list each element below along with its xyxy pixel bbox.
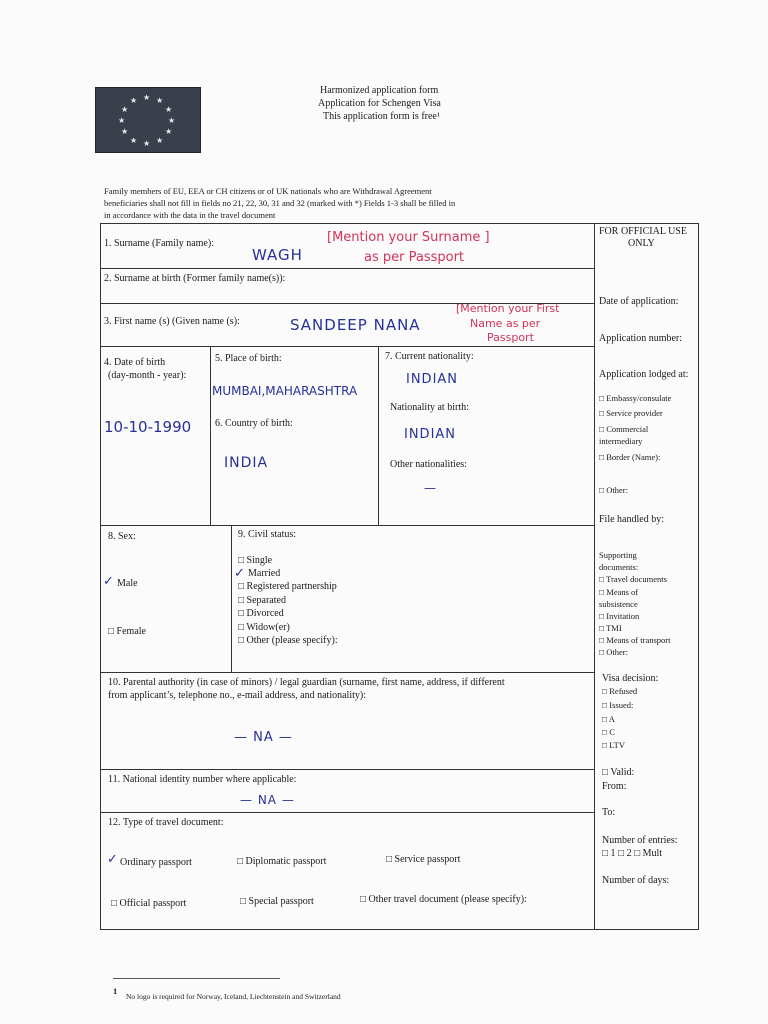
- married-option[interactable]: Married: [248, 568, 281, 579]
- official-use-only: ONLY: [628, 238, 655, 249]
- number-of-days-label: Number of days:: [602, 875, 670, 886]
- date-of-application-label: Date of application:: [599, 296, 679, 307]
- commercial-option: □ Commercial: [599, 424, 649, 434]
- parental-authority-label-1: 10. Parental authority (in case of minors) / legal guardian (surname, first name, address, if different: [108, 677, 505, 688]
- number-of-entries-label: Number of entries:: [602, 835, 678, 846]
- nationality-at-birth-value[interactable]: INDIAN: [404, 427, 457, 442]
- surname-note-line-2: as per Passport: [364, 250, 465, 265]
- visa-decision-label: Visa decision:: [602, 673, 659, 684]
- place-of-birth-label: 5. Place of birth:: [215, 353, 282, 364]
- tmi-option: □ TMI: [599, 623, 622, 633]
- border-option: □ Border (Name):: [599, 452, 661, 462]
- ordinary-passport-option[interactable]: Ordinary passport: [120, 857, 192, 868]
- nationality-at-birth-label: Nationality at birth:: [390, 402, 469, 413]
- official-use-title: FOR OFFICIAL USE: [599, 226, 687, 237]
- surname-at-birth-label: 2. Surname at birth (Former family name(s)):: [104, 273, 286, 284]
- parental-authority-label-2: from applicant’s, telephone no., e-mail address, and nationality):: [108, 690, 366, 701]
- supporting-label-1: Supporting: [599, 550, 637, 560]
- surname-value[interactable]: WAGH: [252, 246, 303, 264]
- valid-option: □ Valid:: [602, 767, 635, 778]
- date-of-birth-format: (day-month - year):: [108, 370, 187, 381]
- number-of-entries-options: □ 1 □ 2 □ Mult: [602, 848, 663, 859]
- footnote-text: No logo is required for Norway, Iceland, Liechtenstein and Switzerland: [126, 992, 341, 1001]
- footnote-mark: 1: [113, 986, 118, 996]
- visa-ltv-option: □ LTV: [602, 740, 626, 750]
- single-option[interactable]: □ Single: [238, 555, 273, 566]
- married-check-icon[interactable]: ✓: [234, 566, 245, 581]
- male-check-icon[interactable]: ✓: [103, 574, 114, 589]
- parental-authority-value[interactable]: — NA —: [234, 730, 293, 745]
- date-of-birth-label: 4. Date of birth: [104, 357, 166, 368]
- other-document-option: □ Other:: [599, 647, 628, 657]
- means-of-transport-option: □ Means of transport: [599, 635, 671, 645]
- form-title: Harmonized application form: [320, 85, 439, 96]
- service-provider-option: □ Service provider: [599, 408, 663, 418]
- divorced-option[interactable]: □ Divorced: [238, 608, 284, 619]
- valid-to-label: To:: [602, 807, 616, 818]
- supporting-label-2: documents:: [599, 562, 639, 572]
- application-number-label: Application number:: [599, 333, 683, 344]
- issued-option: □ Issued:: [602, 700, 634, 710]
- file-handled-label: File handled by:: [599, 514, 664, 525]
- country-of-birth-value[interactable]: INDIA: [224, 455, 269, 471]
- other-nationalities-value[interactable]: —: [424, 481, 437, 495]
- refused-option: □ Refused: [602, 686, 638, 696]
- national-id-value[interactable]: — NA —: [240, 793, 295, 807]
- nationality-value[interactable]: INDIAN: [406, 372, 459, 387]
- intro-line-2: beneficiaries shall not fill in fields no 21, 22, 30, 31 and 32 (marked with *) Fields 1-3 shall be filled in: [104, 198, 456, 208]
- footnote-divider: [113, 978, 280, 979]
- surname-note-line-1: [Mention your Surname ]: [327, 230, 490, 245]
- service-passport-option[interactable]: □ Service passport: [386, 854, 461, 865]
- embassy-option: □ Embassy/consulate: [599, 393, 672, 403]
- form-free-note: This application form is free¹: [323, 111, 440, 122]
- subsistence-label: subsistence: [599, 599, 638, 609]
- intro-line-1: Family members of EU, EEA or CH citizens or of UK nationals who are Withdrawal Agreement: [104, 186, 432, 196]
- widow-option[interactable]: □ Widow(er): [238, 622, 290, 633]
- other-option: □ Other:: [599, 485, 628, 495]
- national-id-label: 11. National identity number where applicable:: [108, 774, 297, 785]
- civil-status-label: 9. Civil status:: [238, 529, 297, 540]
- diplomatic-passport-option[interactable]: □ Diplomatic passport: [237, 856, 327, 867]
- official-passport-option[interactable]: □ Official passport: [111, 898, 187, 909]
- travel-documents-option: □ Travel documents: [599, 574, 667, 584]
- first-name-value[interactable]: SANDEEP NANA: [290, 316, 421, 334]
- country-of-birth-label: 6. Country of birth:: [215, 418, 293, 429]
- invitation-option: □ Invitation: [599, 611, 640, 621]
- first-name-note-line-3: Passport: [487, 331, 534, 344]
- place-of-birth-value[interactable]: MUMBAI,MAHARASHTRA: [212, 384, 358, 398]
- form-subtitle: Application for Schengen Visa: [318, 98, 441, 109]
- first-name-note-line-2: Name as per: [470, 317, 541, 330]
- separated-option[interactable]: □ Separated: [238, 595, 286, 606]
- other-travel-document-option[interactable]: □ Other travel document (please specify):: [360, 894, 527, 905]
- travel-document-label: 12. Type of travel document:: [108, 817, 224, 828]
- date-of-birth-value[interactable]: 10-10-1990: [104, 418, 192, 436]
- lodged-at-label: Application lodged at:: [599, 369, 689, 380]
- sex-label: 8. Sex:: [108, 531, 136, 542]
- nationality-label: 7. Current nationality:: [385, 351, 474, 362]
- ordinary-passport-check-icon[interactable]: ✓: [107, 852, 118, 867]
- visa-a-option: □ A: [602, 714, 615, 724]
- first-name-note-line-1: [Mention your First: [456, 302, 560, 315]
- registered-partnership-option[interactable]: □ Registered partnership: [238, 581, 337, 592]
- commercial-intermediary: intermediary: [599, 436, 643, 446]
- special-passport-option[interactable]: □ Special passport: [240, 896, 314, 907]
- valid-from-label: From:: [602, 781, 627, 792]
- female-option[interactable]: □ Female: [108, 626, 146, 637]
- means-of-option: □ Means of: [599, 587, 639, 597]
- intro-line-3: in accordance with the data in the travel document: [104, 210, 276, 220]
- other-nationalities-label: Other nationalities:: [390, 459, 467, 470]
- eu-flag-logo: ★ ★ ★ ★ ★ ★ ★ ★ ★ ★ ★ ★: [95, 87, 201, 153]
- other-civil-option[interactable]: □ Other (please specify):: [238, 635, 338, 646]
- visa-c-option: □ C: [602, 727, 615, 737]
- surname-label: 1. Surname (Family name):: [104, 238, 214, 249]
- first-name-label: 3. First name (s) (Given name (s):: [104, 316, 240, 327]
- male-option[interactable]: Male: [117, 578, 138, 589]
